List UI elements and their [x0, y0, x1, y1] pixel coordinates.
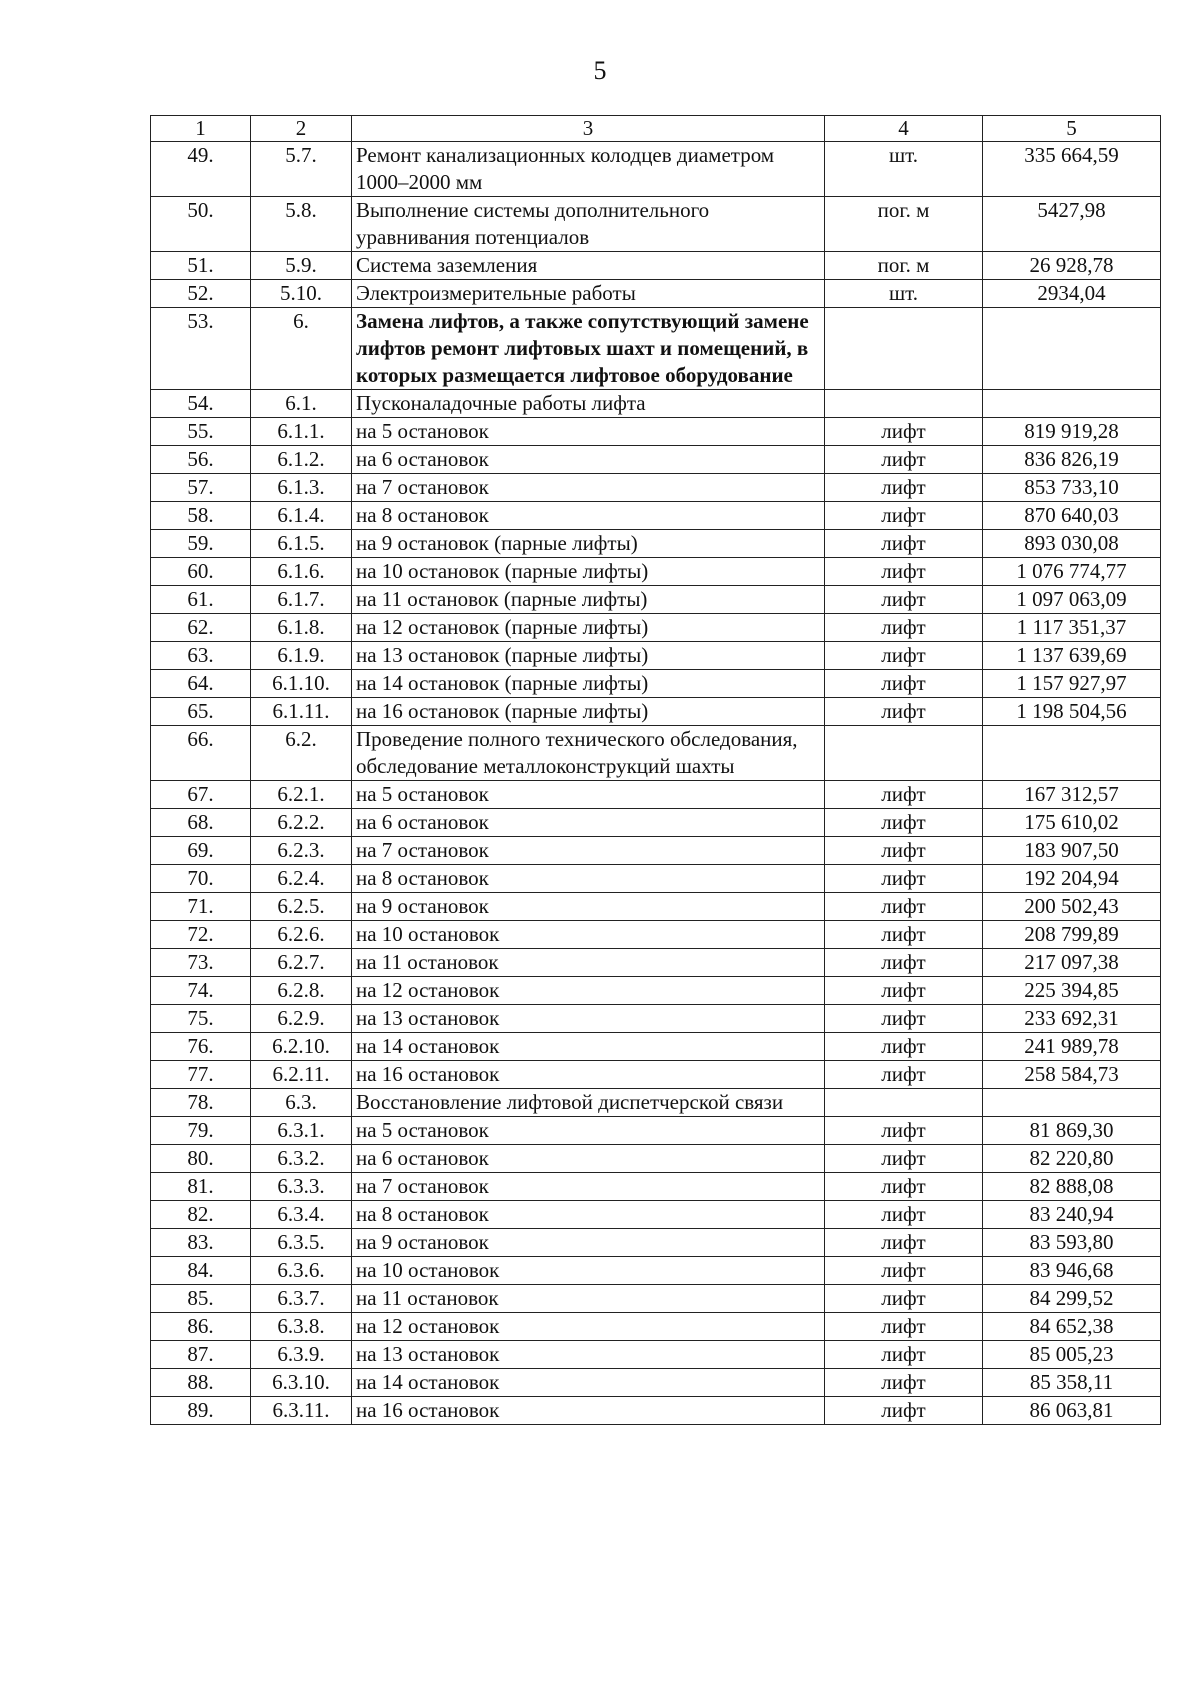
item-code-cell: 6.1.11.	[251, 698, 352, 726]
item-name-cell: Выполнение системы дополнительного уравнивания потенциалов	[352, 197, 825, 252]
unit-cell	[825, 390, 983, 418]
price-cell: 81 869,30	[983, 1117, 1161, 1145]
table-row	[151, 837, 1161, 865]
row-number-cell: 73.	[151, 949, 251, 977]
item-name-cell: на 10 остановок	[352, 921, 825, 949]
unit-cell: лифт	[825, 1369, 983, 1397]
price-cell	[983, 308, 1161, 390]
item-name-cell: на 6 остановок	[352, 809, 825, 837]
table-row	[151, 1369, 1161, 1397]
row-number-cell: 69.	[151, 837, 251, 865]
row-number-cell: 82.	[151, 1201, 251, 1229]
row-number-cell: 88.	[151, 1369, 251, 1397]
table-row	[151, 614, 1161, 642]
unit-cell: лифт	[825, 781, 983, 809]
row-number-cell: 71.	[151, 893, 251, 921]
item-name-cell: на 6 остановок	[352, 1145, 825, 1173]
item-name-cell: Электроизмерительные работы	[352, 280, 825, 308]
table-row	[151, 1117, 1161, 1145]
unit-cell: лифт	[825, 1173, 983, 1201]
row-number-cell: 77.	[151, 1061, 251, 1089]
table-row	[151, 474, 1161, 502]
row-number-cell: 56.	[151, 446, 251, 474]
item-name-cell: на 13 остановок	[352, 1005, 825, 1033]
item-name-cell: на 16 остановок	[352, 1397, 825, 1425]
price-cell: 1 137 639,69	[983, 642, 1161, 670]
table-row	[151, 809, 1161, 837]
item-code-cell: 6.2.11.	[251, 1061, 352, 1089]
item-name-cell: на 5 остановок	[352, 418, 825, 446]
item-code-cell: 6.	[251, 308, 352, 390]
price-cell: 5427,98	[983, 197, 1161, 252]
row-number-cell: 85.	[151, 1285, 251, 1313]
row-number-cell: 63.	[151, 642, 251, 670]
item-name-cell: на 12 остановок (парные лифты)	[352, 614, 825, 642]
item-name-cell: на 12 остановок	[352, 977, 825, 1005]
item-code-cell: 5.8.	[251, 197, 352, 252]
unit-cell: лифт	[825, 586, 983, 614]
unit-cell: лифт	[825, 1229, 983, 1257]
row-number-cell: 61.	[151, 586, 251, 614]
item-code-cell: 6.2.5.	[251, 893, 352, 921]
column-header: 4	[825, 116, 983, 142]
item-name-cell: Пусконаладочные работы лифта	[352, 390, 825, 418]
price-cell: 192 204,94	[983, 865, 1161, 893]
item-code-cell: 6.3.11.	[251, 1397, 352, 1425]
item-name-cell: на 11 остановок	[352, 1285, 825, 1313]
unit-cell: лифт	[825, 1145, 983, 1173]
row-number-cell: 67.	[151, 781, 251, 809]
row-number-cell: 50.	[151, 197, 251, 252]
item-name-cell: на 13 остановок (парные лифты)	[352, 642, 825, 670]
table-row	[151, 726, 1161, 781]
table-row	[151, 921, 1161, 949]
price-cell: 819 919,28	[983, 418, 1161, 446]
row-number-cell: 75.	[151, 1005, 251, 1033]
table-row	[151, 781, 1161, 809]
item-name-cell: на 6 остановок	[352, 446, 825, 474]
table-row	[151, 586, 1161, 614]
price-cell: 335 664,59	[983, 142, 1161, 197]
item-name-cell: на 9 остановок	[352, 893, 825, 921]
table-row	[151, 1033, 1161, 1061]
unit-cell: пог. м	[825, 252, 983, 280]
item-name-cell: на 8 остановок	[352, 1201, 825, 1229]
item-code-cell: 6.1.4.	[251, 502, 352, 530]
table-row	[151, 1397, 1161, 1425]
item-code-cell: 5.9.	[251, 252, 352, 280]
item-name-cell: на 16 остановок	[352, 1061, 825, 1089]
price-cell: 183 907,50	[983, 837, 1161, 865]
price-cell: 82 888,08	[983, 1173, 1161, 1201]
unit-cell: лифт	[825, 1257, 983, 1285]
unit-cell: лифт	[825, 1313, 983, 1341]
table-row	[151, 670, 1161, 698]
item-code-cell: 6.3.4.	[251, 1201, 352, 1229]
price-cell: 85 358,11	[983, 1369, 1161, 1397]
price-table	[150, 115, 1161, 1425]
unit-cell: лифт	[825, 1061, 983, 1089]
unit-cell: лифт	[825, 1201, 983, 1229]
row-number-cell: 66.	[151, 726, 251, 781]
row-number-cell: 65.	[151, 698, 251, 726]
unit-cell: шт.	[825, 142, 983, 197]
table-row	[151, 1229, 1161, 1257]
item-name-cell: на 5 остановок	[352, 781, 825, 809]
item-code-cell: 6.1.	[251, 390, 352, 418]
unit-cell: лифт	[825, 1117, 983, 1145]
unit-cell: лифт	[825, 418, 983, 446]
item-code-cell: 6.3.	[251, 1089, 352, 1117]
table-row	[151, 1061, 1161, 1089]
item-code-cell: 6.3.5.	[251, 1229, 352, 1257]
item-code-cell: 6.1.3.	[251, 474, 352, 502]
table-row	[151, 558, 1161, 586]
price-cell	[983, 1089, 1161, 1117]
column-header: 3	[352, 116, 825, 142]
item-name-cell: на 12 остановок	[352, 1313, 825, 1341]
unit-cell: лифт	[825, 474, 983, 502]
price-cell: 1 117 351,37	[983, 614, 1161, 642]
item-code-cell: 6.3.10.	[251, 1369, 352, 1397]
table-row	[151, 390, 1161, 418]
item-name-cell: Ремонт канализационных колодцев диаметром 1000–2000 мм	[352, 142, 825, 197]
price-cell: 225 394,85	[983, 977, 1161, 1005]
price-cell: 85 005,23	[983, 1341, 1161, 1369]
table-row	[151, 502, 1161, 530]
unit-cell: пог. м	[825, 197, 983, 252]
item-code-cell: 6.3.2.	[251, 1145, 352, 1173]
unit-cell: лифт	[825, 1005, 983, 1033]
item-name-cell: на 7 остановок	[352, 837, 825, 865]
price-cell: 836 826,19	[983, 446, 1161, 474]
page-number: 5	[593, 56, 607, 85]
price-cell: 853 733,10	[983, 474, 1161, 502]
price-cell	[983, 726, 1161, 781]
row-number-cell: 64.	[151, 670, 251, 698]
price-cell: 167 312,57	[983, 781, 1161, 809]
item-name-cell: на 8 остановок	[352, 502, 825, 530]
table-header-row	[151, 116, 1161, 142]
column-header: 1	[151, 116, 251, 142]
table-row	[151, 1285, 1161, 1313]
unit-cell: лифт	[825, 446, 983, 474]
price-cell: 26 928,78	[983, 252, 1161, 280]
table-row	[151, 1257, 1161, 1285]
item-code-cell: 6.1.9.	[251, 642, 352, 670]
table-row	[151, 280, 1161, 308]
unit-cell: лифт	[825, 558, 983, 586]
unit-cell: лифт	[825, 1341, 983, 1369]
price-cell: 1 198 504,56	[983, 698, 1161, 726]
price-cell	[983, 390, 1161, 418]
item-name-cell: на 7 остановок	[352, 1173, 825, 1201]
item-code-cell: 6.1.8.	[251, 614, 352, 642]
item-code-cell: 6.1.7.	[251, 586, 352, 614]
price-cell: 241 989,78	[983, 1033, 1161, 1061]
price-cell: 208 799,89	[983, 921, 1161, 949]
price-cell: 83 593,80	[983, 1229, 1161, 1257]
table-row	[151, 142, 1161, 197]
table-row	[151, 1145, 1161, 1173]
table-row	[151, 1173, 1161, 1201]
unit-cell: лифт	[825, 614, 983, 642]
item-code-cell: 6.2.7.	[251, 949, 352, 977]
column-header: 5	[983, 116, 1161, 142]
item-code-cell: 6.3.9.	[251, 1341, 352, 1369]
price-cell: 83 240,94	[983, 1201, 1161, 1229]
row-number-cell: 70.	[151, 865, 251, 893]
item-name-cell: Восстановление лифтовой диспетчерской связи	[352, 1089, 825, 1117]
item-name-cell: на 11 остановок (парные лифты)	[352, 586, 825, 614]
item-code-cell: 6.2.4.	[251, 865, 352, 893]
price-cell: 175 610,02	[983, 809, 1161, 837]
unit-cell: лифт	[825, 893, 983, 921]
unit-cell: лифт	[825, 670, 983, 698]
row-number-cell: 79.	[151, 1117, 251, 1145]
price-cell: 200 502,43	[983, 893, 1161, 921]
item-name-cell: на 9 остановок (парные лифты)	[352, 530, 825, 558]
table-row	[151, 977, 1161, 1005]
item-code-cell: 6.2.10.	[251, 1033, 352, 1061]
item-code-cell: 6.2.	[251, 726, 352, 781]
table-row	[151, 418, 1161, 446]
item-code-cell: 6.1.6.	[251, 558, 352, 586]
row-number-cell: 62.	[151, 614, 251, 642]
row-number-cell: 76.	[151, 1033, 251, 1061]
unit-cell: лифт	[825, 977, 983, 1005]
item-name-cell: на 13 остановок	[352, 1341, 825, 1369]
row-number-cell: 58.	[151, 502, 251, 530]
price-cell: 258 584,73	[983, 1061, 1161, 1089]
item-code-cell: 6.2.1.	[251, 781, 352, 809]
item-code-cell: 6.2.2.	[251, 809, 352, 837]
item-code-cell: 6.2.9.	[251, 1005, 352, 1033]
table-row	[151, 530, 1161, 558]
item-code-cell: 5.7.	[251, 142, 352, 197]
table-row	[151, 446, 1161, 474]
table-row	[151, 1089, 1161, 1117]
item-code-cell: 6.3.1.	[251, 1117, 352, 1145]
row-number-cell: 84.	[151, 1257, 251, 1285]
table-row	[151, 1313, 1161, 1341]
item-name-cell: на 5 остановок	[352, 1117, 825, 1145]
table-row	[151, 308, 1161, 390]
unit-cell	[825, 726, 983, 781]
table-body	[151, 142, 1161, 1425]
row-number-cell: 59.	[151, 530, 251, 558]
price-cell: 233 692,31	[983, 1005, 1161, 1033]
table-row	[151, 642, 1161, 670]
price-cell: 1 097 063,09	[983, 586, 1161, 614]
price-cell: 83 946,68	[983, 1257, 1161, 1285]
table-row	[151, 197, 1161, 252]
row-number-cell: 78.	[151, 1089, 251, 1117]
row-number-cell: 81.	[151, 1173, 251, 1201]
row-number-cell: 54.	[151, 390, 251, 418]
unit-cell: лифт	[825, 865, 983, 893]
row-number-cell: 52.	[151, 280, 251, 308]
table-row	[151, 865, 1161, 893]
item-name-cell: на 8 остановок	[352, 865, 825, 893]
item-code-cell: 6.1.2.	[251, 446, 352, 474]
unit-cell: лифт	[825, 921, 983, 949]
item-name-cell: Замена лифтов, а также сопутствующий замене лифтов ремонт лифтовых шахт и помещений, в которых размещается лифтовое оборудование	[352, 308, 825, 390]
price-cell: 1 076 774,77	[983, 558, 1161, 586]
price-cell: 84 299,52	[983, 1285, 1161, 1313]
row-number-cell: 53.	[151, 308, 251, 390]
unit-cell: лифт	[825, 1397, 983, 1425]
price-cell: 217 097,38	[983, 949, 1161, 977]
table-row	[151, 1005, 1161, 1033]
item-code-cell: 6.2.6.	[251, 921, 352, 949]
row-number-cell: 74.	[151, 977, 251, 1005]
item-code-cell: 5.10.	[251, 280, 352, 308]
table-row	[151, 252, 1161, 280]
unit-cell: лифт	[825, 642, 983, 670]
price-cell: 870 640,03	[983, 502, 1161, 530]
unit-cell: лифт	[825, 1285, 983, 1313]
item-code-cell: 6.2.3.	[251, 837, 352, 865]
unit-cell: лифт	[825, 809, 983, 837]
item-code-cell: 6.1.10.	[251, 670, 352, 698]
table-row	[151, 893, 1161, 921]
price-cell: 1 157 927,97	[983, 670, 1161, 698]
item-code-cell: 6.3.7.	[251, 1285, 352, 1313]
unit-cell	[825, 308, 983, 390]
item-code-cell: 6.1.5.	[251, 530, 352, 558]
unit-cell: лифт	[825, 698, 983, 726]
item-name-cell: Проведение полного технического обследования, обследование металлоконструкций шахты	[352, 726, 825, 781]
item-name-cell: на 10 остановок (парные лифты)	[352, 558, 825, 586]
column-header: 2	[251, 116, 352, 142]
unit-cell: лифт	[825, 502, 983, 530]
table-row	[151, 1201, 1161, 1229]
price-cell: 2934,04	[983, 280, 1161, 308]
item-name-cell: на 9 остановок	[352, 1229, 825, 1257]
unit-cell: лифт	[825, 1033, 983, 1061]
row-number-cell: 80.	[151, 1145, 251, 1173]
item-name-cell: Система заземления	[352, 252, 825, 280]
row-number-cell: 55.	[151, 418, 251, 446]
item-code-cell: 6.3.3.	[251, 1173, 352, 1201]
price-cell: 84 652,38	[983, 1313, 1161, 1341]
item-code-cell: 6.2.8.	[251, 977, 352, 1005]
row-number-cell: 49.	[151, 142, 251, 197]
item-code-cell: 6.1.1.	[251, 418, 352, 446]
table-row	[151, 949, 1161, 977]
price-cell: 893 030,08	[983, 530, 1161, 558]
item-name-cell: на 7 остановок	[352, 474, 825, 502]
unit-cell: лифт	[825, 837, 983, 865]
unit-cell	[825, 1089, 983, 1117]
unit-cell: шт.	[825, 280, 983, 308]
row-number-cell: 87.	[151, 1341, 251, 1369]
price-cell: 86 063,81	[983, 1397, 1161, 1425]
item-name-cell: на 16 остановок (парные лифты)	[352, 698, 825, 726]
unit-cell: лифт	[825, 949, 983, 977]
row-number-cell: 86.	[151, 1313, 251, 1341]
item-code-cell: 6.3.6.	[251, 1257, 352, 1285]
row-number-cell: 72.	[151, 921, 251, 949]
row-number-cell: 89.	[151, 1397, 251, 1425]
row-number-cell: 60.	[151, 558, 251, 586]
item-name-cell: на 10 остановок	[352, 1257, 825, 1285]
row-number-cell: 68.	[151, 809, 251, 837]
row-number-cell: 57.	[151, 474, 251, 502]
item-name-cell: на 14 остановок	[352, 1033, 825, 1061]
item-name-cell: на 14 остановок (парные лифты)	[352, 670, 825, 698]
price-cell: 82 220,80	[983, 1145, 1161, 1173]
unit-cell: лифт	[825, 530, 983, 558]
item-name-cell: на 11 остановок	[352, 949, 825, 977]
row-number-cell: 51.	[151, 252, 251, 280]
item-code-cell: 6.3.8.	[251, 1313, 352, 1341]
table-row	[151, 1341, 1161, 1369]
table-row	[151, 698, 1161, 726]
item-name-cell: на 14 остановок	[352, 1369, 825, 1397]
row-number-cell: 83.	[151, 1229, 251, 1257]
